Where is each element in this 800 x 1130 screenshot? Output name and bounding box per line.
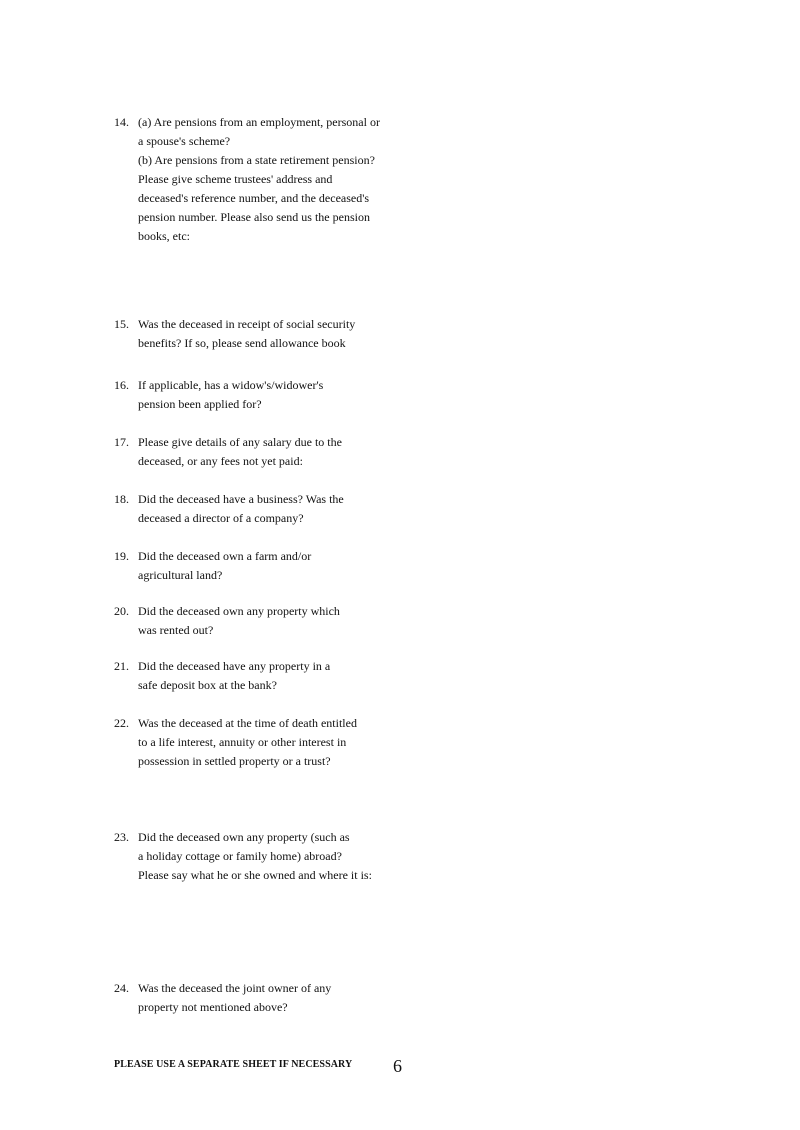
question-line: (a) Are pensions from an employment, personal or — [138, 115, 380, 129]
question-17 — [114, 433, 414, 471]
question-line: pension been applied for? — [138, 397, 262, 411]
question-text — [138, 657, 414, 695]
question-text — [138, 828, 414, 885]
question-line: deceased's reference number, and the deceased's — [138, 191, 370, 205]
page-number: 6 — [393, 1056, 402, 1076]
question-line: Please give details of any salary due to the — [138, 435, 342, 449]
question-line: Please say what he or she owned and where it is: — [138, 868, 372, 882]
question-number: 18. — [114, 492, 129, 506]
question-number: 21. — [114, 659, 129, 673]
question-23 — [114, 828, 414, 885]
question-19 — [114, 547, 414, 585]
question-line: was rented out? — [138, 623, 214, 637]
question-line: agricultural land? — [138, 568, 223, 582]
question-line: deceased a director of a company? — [138, 511, 304, 525]
question-line: Was the deceased in receipt of social security — [138, 317, 356, 331]
question-line: deceased, or any fees not yet paid: — [138, 454, 303, 468]
question-number: 14. — [114, 115, 129, 129]
question-number: 23. — [114, 830, 129, 844]
question-number: 16. — [114, 378, 129, 392]
question-text — [138, 315, 414, 353]
question-line: Did the deceased own a farm and/or — [138, 549, 312, 563]
question-16 — [114, 376, 414, 414]
question-line: Was the deceased the joint owner of any — [138, 981, 332, 995]
question-line: (b) Are pensions from a state retirement pension? — [138, 153, 375, 167]
question-line: Please give scheme trustees' address and — [138, 172, 333, 186]
question-number: 19. — [114, 549, 129, 563]
question-line: Was the deceased at the time of death entitled — [138, 716, 357, 730]
question-14 — [114, 113, 414, 246]
question-line: safe deposit box at the bank? — [138, 678, 277, 692]
question-24 — [114, 979, 414, 1017]
question-text — [138, 490, 414, 528]
question-line: Did the deceased have any property in a — [138, 659, 331, 673]
question-text — [138, 602, 414, 640]
question-text — [138, 376, 414, 414]
question-line: If applicable, has a widow's/widower's — [138, 378, 324, 392]
question-line: Did the deceased own any property which — [138, 604, 340, 618]
question-number: 22. — [114, 716, 129, 730]
question-line: possession in settled property or a trust? — [138, 754, 331, 768]
question-text — [138, 433, 414, 471]
question-number: 15. — [114, 317, 129, 331]
question-number: 17. — [114, 435, 129, 449]
question-line: a holiday cottage or family home) abroad? — [138, 849, 342, 863]
question-line: Did the deceased have a business? Was the — [138, 492, 344, 506]
question-text — [138, 547, 414, 585]
question-line: books, etc: — [138, 229, 190, 243]
question-20 — [114, 602, 414, 640]
question-text — [138, 113, 414, 246]
question-line: to a life interest, annuity or other interest in — [138, 735, 347, 749]
question-line: a spouse's scheme? — [138, 134, 231, 148]
question-number: 20. — [114, 604, 129, 618]
question-text — [138, 714, 414, 771]
question-18 — [114, 490, 414, 528]
question-line: pension number. Please also send us the pension — [138, 210, 370, 224]
question-line: property not mentioned above? — [138, 1000, 288, 1014]
question-number: 24. — [114, 981, 129, 995]
question-15 — [114, 315, 414, 353]
question-22 — [114, 714, 414, 771]
separate-sheet-note: PLEASE USE A SEPARATE SHEET IF NECESSARY — [114, 1059, 353, 1070]
question-line: Did the deceased own any property (such as — [138, 830, 350, 844]
question-21 — [114, 657, 414, 695]
question-line: benefits? If so, please send allowance book — [138, 336, 346, 350]
question-text — [138, 979, 414, 1017]
